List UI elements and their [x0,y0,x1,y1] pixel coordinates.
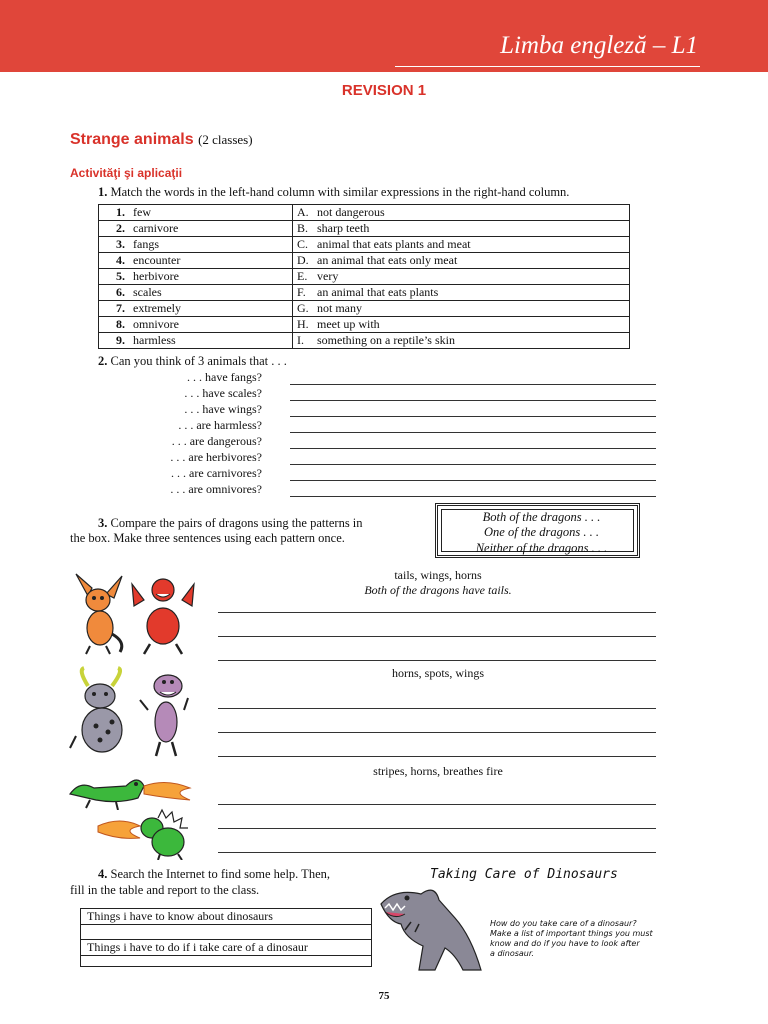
section-title-text: Strange animals [70,131,194,148]
green-spiky-dragon-icon [96,808,196,860]
meaning: something on a reptile’s skin [317,333,455,347]
right-cell [293,237,630,253]
exercise3-instruction-line1 [98,516,363,531]
row-number: 1. [116,205,125,219]
exercise2-instruction [98,354,287,369]
right-cell [293,269,630,285]
left-cell [99,317,293,333]
answer-line[interactable] [290,448,656,449]
word: herbivore [133,269,179,283]
left-cell [99,301,293,317]
grey-dinosaur-icon [375,874,487,974]
group1-example: Both of the dragons have tails. [364,583,512,597]
table-row [81,956,372,967]
section-title [70,131,253,149]
word: scales [133,285,162,299]
section-subtitle: (2 classes) [198,132,253,147]
answer-line[interactable] [290,464,656,465]
exercise3-number: 3. [98,516,108,530]
meaning: not dangerous [317,205,385,219]
exercise4-instruction-line1 [98,867,330,882]
table-header-cell: Things i have to do if i take care of a dinosaur [81,940,372,956]
prompt-scales: . . . have scales? [184,386,262,400]
exercise4-text-1: Search the Internet to find some help. Then, [110,867,330,881]
exercise4-instruction-line2: fill in the table and report to the class. [70,883,260,897]
prompt-dangerous: . . . are dangerous? [171,434,262,448]
answer-line[interactable] [218,852,656,853]
group3-features: stripes, horns, breathes fire [373,764,503,778]
left-cell [99,285,293,301]
answer-line[interactable] [290,384,656,385]
row-letter: A. [297,205,309,219]
row-number: 8. [116,317,125,331]
row-letter: I. [297,333,304,347]
meaning: an animal that eats only meat [317,253,458,267]
answer-line[interactable] [218,708,656,709]
answer-line[interactable] [218,804,656,805]
revision-title: REVISION 1 [341,82,427,99]
meaning: an animal that eats plants [317,285,439,299]
pattern-box-inner [441,509,634,555]
word: few [133,205,151,219]
pattern-box [435,503,640,558]
answer-line[interactable] [290,416,656,417]
row-number: 3. [116,237,125,251]
right-cell [293,317,630,333]
answer-line[interactable] [290,496,656,497]
meaning: meet up with [317,317,380,331]
word: carnivore [133,221,179,235]
answer-line[interactable] [290,432,656,433]
word: encounter [133,253,181,267]
exercise3-text-1: Compare the pairs of dragons using the patterns in [110,516,363,530]
orange-dragon-icon [70,568,130,656]
purple-dragon-icon [138,670,190,760]
right-cell [293,285,630,301]
exercise1-number: 1. [98,185,108,199]
prompt-fangs: . . . have fangs? [187,370,262,384]
prompt-herbivores: . . . are herbivores? [170,450,262,464]
header-rule [395,66,700,67]
answer-line[interactable] [218,828,656,829]
table-row [99,317,630,333]
row-number: 9. [116,333,125,347]
pattern-both: Both of the dragons . . . [482,510,601,524]
row-letter: C. [297,237,309,251]
row-letter: H. [297,317,309,331]
care-title: Taking Care of Dinosaurs [430,867,618,882]
prompt-omnivores: . . . are omnivores? [170,482,262,496]
table-row [99,237,630,253]
row-letter: F. [297,285,306,299]
right-cell [293,333,630,349]
table-row [81,909,372,925]
page-number: 75 [378,990,390,1002]
row-letter: D. [297,253,309,267]
left-cell [99,221,293,237]
table-row [99,221,630,237]
table-row [99,253,630,269]
table-empty-cell[interactable] [81,925,372,940]
answer-line[interactable] [218,636,656,637]
answer-line[interactable] [218,732,656,733]
table-row [99,285,630,301]
table-row [99,301,630,317]
row-letter: G. [297,301,309,315]
table-row [81,940,372,956]
activities-heading: Activităţi şi aplicaţii [70,166,183,180]
row-number: 5. [116,269,125,283]
exercise2-text: Can you think of 3 animals that . . . [110,354,287,368]
prompt-wings: . . . have wings? [184,402,262,416]
meaning: very [317,269,339,283]
horned-dragon-icon [68,666,134,758]
left-cell [99,253,293,269]
pattern-neither: Neither of the dragons . . . [475,541,608,555]
header-title: Limba engleză – L1 [500,32,698,59]
table-empty-cell[interactable] [81,956,372,967]
group1-features: tails, wings, horns [394,568,482,582]
row-number: 4. [116,253,125,267]
left-cell [99,269,293,285]
answer-line[interactable] [290,480,656,481]
meaning: animal that eats plants and meat [317,237,471,251]
right-cell [293,221,630,237]
table-row [99,333,630,349]
row-number: 7. [116,301,125,315]
right-cell [293,253,630,269]
matching-table [98,204,630,349]
exercise1-text: Match the words in the left-hand column with similar expressions in the right-hand column. [110,185,570,199]
care-text: How do you take care of a dinosaur? Make a list of important things you must know and do if you have to look after a dinosaur. [490,919,653,958]
row-number: 2. [116,221,125,235]
answer-line[interactable] [218,660,656,661]
row-letter: E. [297,269,308,283]
green-fire-dragon-icon [66,764,196,810]
pattern-one: One of the dragons . . . [484,525,599,539]
red-dragon-icon [130,572,196,658]
left-cell [99,333,293,349]
prompt-harmless: . . . are harmless? [178,418,262,432]
right-cell [293,301,630,317]
table-row [99,269,630,285]
answer-line[interactable] [290,400,656,401]
right-cell [293,205,630,221]
meaning: not many [317,301,362,315]
answer-line[interactable] [218,756,656,757]
answer-line[interactable] [218,612,656,613]
row-number: 6. [116,285,125,299]
left-cell [99,205,293,221]
word: harmless [133,333,176,347]
group2-features: horns, spots, wings [391,666,484,680]
exercise2-number: 2. [98,354,108,368]
dinosaur-table [80,908,372,967]
word: fangs [133,237,159,251]
exercise4-number: 4. [98,867,108,881]
word: omnivore [133,317,179,331]
prompt-carnivores: . . . are carnivores? [171,466,262,480]
table-header-cell: Things i have to know about dinosaurs [81,909,372,925]
table-row [99,205,630,221]
left-cell [99,237,293,253]
exercise1-instruction [98,185,569,200]
meaning: sharp teeth [317,221,370,235]
table-row [81,925,372,940]
word: extremely [133,301,181,315]
exercise3-instruction-line2: the box. Make three sentences using each pattern once. [70,531,345,545]
row-letter: B. [297,221,309,235]
